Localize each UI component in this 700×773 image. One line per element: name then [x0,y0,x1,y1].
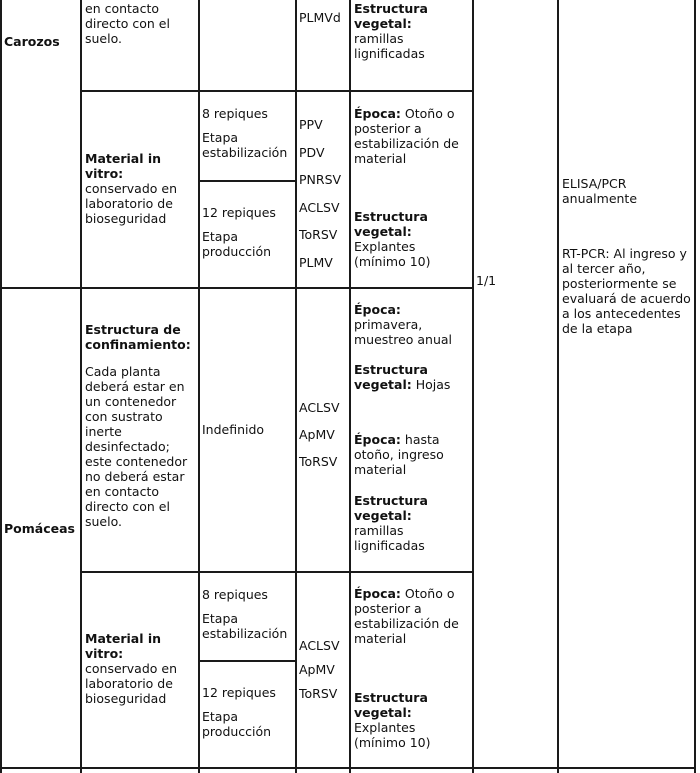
invitro-desc: conservado en laboratorio de bioseguridad [85,181,178,226]
grid-line [198,0,200,773]
ratio-value: 1/1 [476,273,497,288]
virus-item: PDV [299,144,325,160]
epoca-label: Época: [354,106,401,121]
substrate-tail: en contacto directo con el suelo. [85,1,170,46]
stage-1 [202,106,296,160]
grid-line [80,0,82,773]
sampling-top [354,1,470,61]
epoca-text: Otoño o posterior a estabilización de material [354,586,459,646]
stage-count: 12 repiques [202,205,276,220]
grid-line [472,0,474,773]
epoca-label: Época: [354,586,401,601]
estructura-text: Explantes (mínimo 10) [354,720,431,750]
virus-item: ToRSV [299,686,338,701]
sampling-estructura [354,362,470,392]
estructura-label: Estructura vegetal: [354,1,428,31]
invitro-title: Material in vitro: [85,631,162,661]
method-elisa: ELISA/PCR anualmente [562,176,638,206]
sampling-epoca [354,586,470,646]
group-label-carozos: Carozos [4,34,60,49]
virus-list [299,634,340,706]
invitro-title: Material in vitro: [85,151,162,181]
invitro-desc: conservado en laboratorio de bioseguridad [85,661,178,706]
virus-item: ToRSV [299,227,338,242]
sampling-estructura [354,690,470,750]
grid-line [0,0,2,773]
estructura-text: ramillas lignificadas [354,523,425,553]
grid-line [198,180,296,182]
grid-line [557,0,559,773]
virus-item: ApMV [299,662,335,677]
group-label-pomaceas: Pomáceas [4,521,75,536]
method-rtpcr: RT-PCR: Al ingreso y al tercer año, posteriormente se evaluará de acuerdo a los antecedentes de la etapa [562,246,691,336]
sampling-estructura [354,209,470,269]
sampling-epoca [354,432,470,477]
stage-name: Etapa producción [202,229,272,259]
virus-item: ACLSV [299,638,340,653]
virus-item: ACLSV [299,199,340,215]
grid-line [694,0,696,773]
grid-line [0,767,696,769]
epoca-label: Época: [354,432,401,447]
epoca-text: primavera, muestreo anual [354,317,453,347]
sampling-epoca [354,302,470,347]
grid-line [0,287,473,289]
estructura-text: Hojas [415,377,451,392]
estructura-text: Explantes (mínimo 10) [354,239,431,269]
stage-name: Etapa producción [202,709,272,739]
duration: Indefinido [202,422,265,437]
confinement-cell [85,322,197,529]
virus-item: ToRSV [299,454,338,469]
sampling-estructura [354,493,470,553]
virus-list [299,111,341,276]
stage-count: 12 repiques [202,685,276,700]
virus-item: ACLSV [299,400,340,415]
estructura-label: Estructura vegetal: [354,493,428,523]
virus-item: PLMV [299,254,333,270]
stage-2 [202,205,296,259]
virus-list [299,394,340,475]
epoca-text: hasta otoño, ingreso material [354,432,444,477]
virus-item: PNRSV [299,172,342,187]
stage-name: Etapa estabilización [202,130,288,160]
estructura-text: ramillas lignificadas [354,31,425,61]
confinement-title: Estructura de confinamiento: [85,322,191,352]
invitro-cell [85,151,195,226]
virus-item: ApMV [299,427,335,442]
epoca-text: Otoño o posterior a estabilización de material [354,106,459,166]
sampling-epoca [354,106,470,166]
estructura-label: Estructura vegetal: [354,690,428,720]
confinement-desc: Cada planta deberá estar en un contenedor con sustrato inerte desinfectado; este contenedor no deberá estar en contacto directo con el suelo. [85,364,188,529]
invitro-cell [85,631,195,706]
stage-name: Etapa estabilización [202,611,288,641]
stage-count: 8 repiques [202,106,268,121]
grid-line [349,0,351,773]
virus-item: PPV [299,117,323,132]
stage-2 [202,685,296,739]
epoca-label: Época: [354,302,401,317]
estructura-label: Estructura vegetal: [354,209,428,239]
grid-line [198,660,296,662]
stage-count: 8 repiques [202,587,268,602]
stage-1 [202,587,296,641]
estructura-label: Estructura vegetal: [354,362,428,392]
grid-line [80,90,473,92]
grid-line [80,571,473,573]
virus-item: PLMVd [299,10,341,25]
